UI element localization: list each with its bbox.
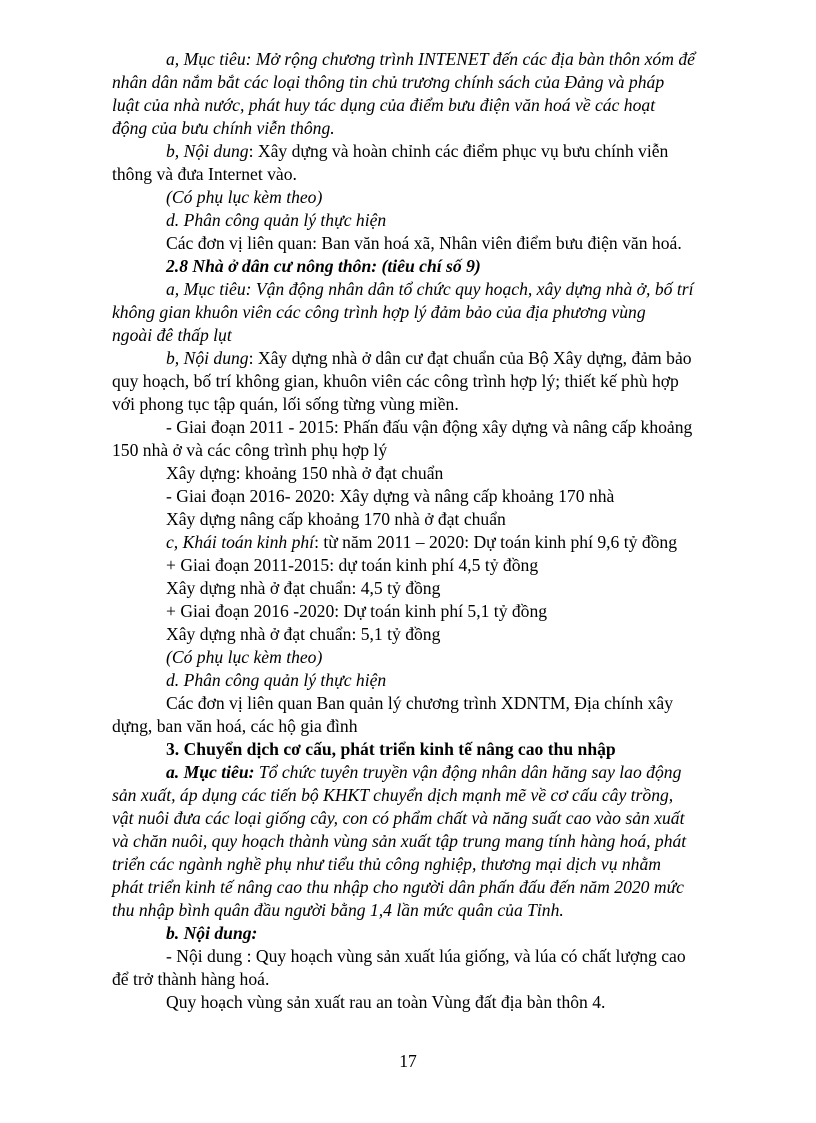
- text-line: d. Phân công quản lý thực hiện: [166, 210, 387, 230]
- text-line: ngoài đê thấp lụt: [112, 325, 232, 345]
- text-line: quy hoạch, bố trí không gian, khuôn viên các công trình hợp lý; thiết kế phù hợp: [112, 371, 679, 391]
- text-line: a, Mục tiêu: Vận động nhân dân tổ chức quy hoạch, xây dựng nhà ở, bố trí: [166, 279, 694, 299]
- text-line: d. Phân công quản lý thực hiện: [166, 670, 387, 690]
- text-line: (Có phụ lục kèm theo): [166, 647, 323, 667]
- inline-text: : từ năm 2011 – 2020: Dự toán kinh phí 9,6 tỷ đồng: [314, 532, 678, 552]
- text-line: để trở thành hàng hoá.: [112, 969, 270, 989]
- text-line: với phong tục tập quán, lối sống từng vùng miền.: [112, 394, 459, 414]
- text-line: [166, 140, 668, 163]
- text-line: (Có phụ lục kèm theo): [166, 187, 323, 207]
- text-line: nhân dân nắm bắt các loại thông tin chủ trương chính sách của Đảng và pháp: [112, 72, 665, 92]
- text-line: Xây dựng: khoảng 150 nhà ở đạt chuẩn: [166, 463, 444, 483]
- text-line: triển các ngành nghề phụ như tiểu thủ công nghiệp, thương mại dịch vụ nhằm: [112, 854, 661, 874]
- section-heading: [166, 255, 481, 278]
- text-line: Xây dựng nâng cấp khoảng 170 nhà ở đạt chuẩn: [166, 509, 506, 529]
- text-line: + Giai đoạn 2011-2015: dự toán kinh phí 4,5 tỷ đồng: [166, 555, 539, 575]
- text-line: Quy hoạch vùng sản xuất rau an toàn Vùng đất địa bàn thôn 4.: [166, 992, 606, 1012]
- text-line: a, Mục tiêu: Mở rộng chương trình INTENET đến các địa bàn thôn xóm để: [166, 49, 695, 69]
- page-number: 17: [399, 1051, 417, 1071]
- subsection-heading: b. Nội dung:: [166, 923, 258, 943]
- text-line: vật nuôi đưa các loại giống cây, con có phẩm chất và năng suất cao vào sản xuất: [112, 808, 685, 828]
- section-heading: 3. Chuyển dịch cơ cấu, phát triển kinh tế nâng cao thu nhập: [166, 739, 616, 759]
- inline-text: : Xây dựng nhà ở dân cư đạt chuẩn của Bộ Xây dựng, đảm bảo: [248, 348, 692, 368]
- text-line: luật của nhà nước, phát huy tác dụng của điểm bưu điện văn hoá về các hoạt: [112, 95, 656, 115]
- text-line: phát triển kinh tế nâng cao thu nhập cho người dân phấn đấu đến năm 2020 mức: [112, 877, 684, 897]
- text-line: sản xuất, áp dụng các tiến bộ KHKT chuyển dịch mạnh mẽ về cơ cấu cây trồng,: [112, 785, 674, 805]
- text-line: Các đơn vị liên quan: Ban văn hoá xã, Nhân viên điểm bưu điện văn hoá.: [166, 233, 682, 253]
- text-line: - Giai đoạn 2016- 2020: Xây dựng và nâng cấp khoảng 170 nhà: [166, 486, 615, 506]
- text-line: và chăn nuôi, quy hoạch thành vùng sản xuất tập trung mang tính hàng hoá, phát: [112, 831, 687, 851]
- text-line: Xây dựng nhà ở đạt chuẩn: 4,5 tỷ đồng: [166, 578, 441, 598]
- inline-text: : Xây dựng và hoàn chỉnh các điểm phục vụ bưu chính viễn: [248, 141, 669, 161]
- text-line: [166, 347, 692, 370]
- inline-label: a. Mục tiêu:: [166, 762, 255, 782]
- inline-text: Tổ chức tuyên truyền vận động nhân dân hăng say lao động: [254, 762, 682, 782]
- inline-label: c, Khái toán kinh phí: [166, 532, 315, 552]
- heading-sub: (tiêu chí số 9): [381, 256, 481, 276]
- text-line: thông và đưa Internet vào.: [112, 164, 297, 184]
- text-line: + Giai đoạn 2016 -2020: Dự toán kinh phí 5,1 tỷ đồng: [166, 601, 548, 621]
- inline-label: b, Nội dung: [166, 141, 249, 161]
- text-line: Xây dựng nhà ở đạt chuẩn: 5,1 tỷ đồng: [166, 624, 441, 644]
- heading-main: 2.8 Nhà ở dân cư nông thôn:: [166, 256, 382, 276]
- text-line: không gian khuôn viên các công trình hợp lý đảm bảo của địa phương vùng: [112, 302, 646, 322]
- text-line: dựng, ban văn hoá, các hộ gia đình: [112, 716, 358, 736]
- text-line: [166, 761, 681, 784]
- text-line: - Nội dung : Quy hoạch vùng sản xuất lúa giống, và lúa có chất lượng cao: [166, 946, 686, 966]
- text-line: thu nhập bình quân đầu người bằng 1,4 lần mức quân của Tỉnh.: [112, 900, 564, 920]
- text-line: động của bưu chính viễn thông.: [112, 118, 335, 138]
- text-line: - Giai đoạn 2011 - 2015: Phấn đấu vận động xây dựng và nâng cấp khoảng: [166, 417, 693, 437]
- text-line: [166, 531, 677, 554]
- inline-label: b, Nội dung: [166, 348, 249, 368]
- text-line: Các đơn vị liên quan Ban quản lý chương trình XDNTM, Địa chính xây: [166, 693, 673, 713]
- text-line: 150 nhà ở và các công trình phụ hợp lý: [112, 440, 388, 460]
